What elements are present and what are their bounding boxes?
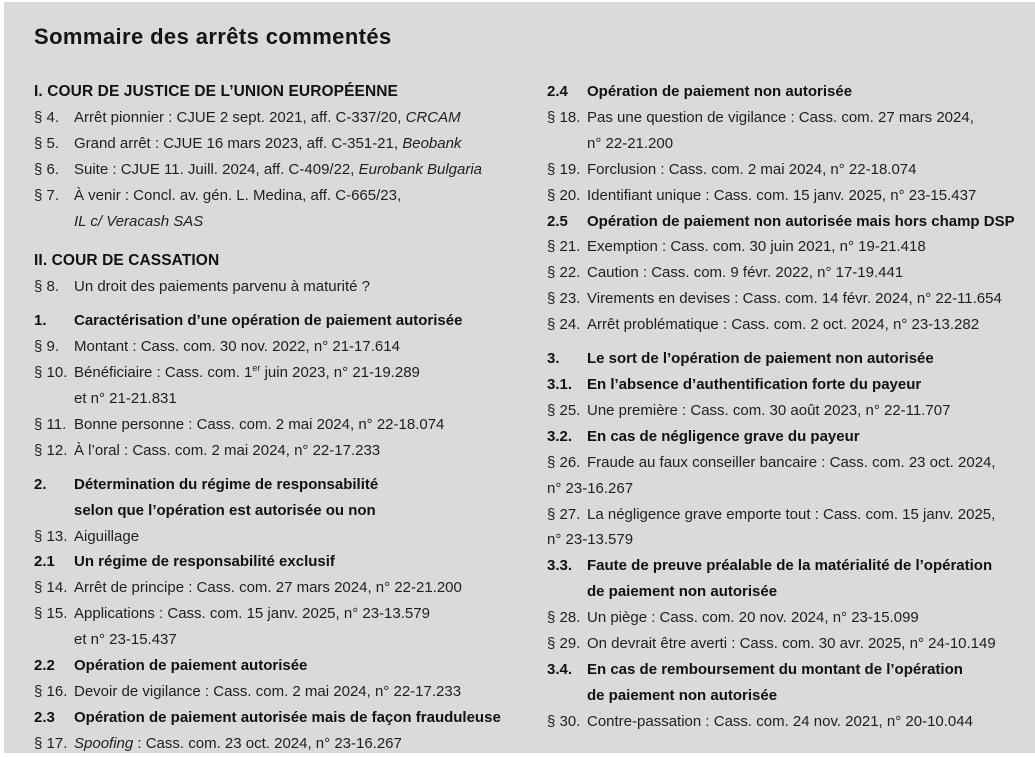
toc-item bbox=[547, 105, 1015, 157]
entry-text bbox=[74, 438, 380, 464]
toc-section-header bbox=[34, 472, 512, 524]
paragraph-number: § 6. bbox=[34, 160, 60, 178]
toc-column-left bbox=[34, 79, 512, 757]
toc-item bbox=[34, 360, 512, 412]
toc-item bbox=[34, 412, 512, 438]
paragraph-number: § 23. bbox=[547, 290, 581, 308]
entry-text-segment: et n° 21-21.831 bbox=[74, 389, 177, 407]
entry-line bbox=[547, 312, 1015, 338]
toc-item bbox=[547, 398, 1015, 424]
entry-line bbox=[34, 601, 512, 627]
entry-continuation-line bbox=[34, 386, 512, 412]
entry-line bbox=[547, 260, 1015, 286]
paragraph-number: § 29. bbox=[547, 635, 581, 653]
entry-text-segment: Caractérisation d’une opération de paiement autorisée bbox=[74, 312, 463, 330]
entry-line bbox=[34, 575, 512, 601]
toc-section-header bbox=[547, 372, 1015, 398]
entry-line bbox=[34, 412, 512, 438]
paragraph-number: § 16. bbox=[34, 682, 68, 700]
section-number: 2.2 bbox=[34, 657, 55, 675]
entry-line bbox=[34, 183, 512, 209]
indent-spacer bbox=[547, 131, 587, 157]
entry-text bbox=[587, 260, 903, 286]
section-number: 2.3 bbox=[34, 708, 55, 726]
case-name-italic: Spoofing bbox=[74, 734, 134, 752]
toc-item bbox=[34, 679, 512, 705]
toc-section-header bbox=[34, 653, 512, 679]
entry-text-segment: En cas de négligence grave du payeur bbox=[587, 427, 860, 445]
toc-section-header bbox=[547, 79, 1015, 105]
entry-text-segment: Bonne personne : Cass. com. 2 mai 2024, n° 22-18.074 bbox=[74, 415, 445, 433]
case-name-italic: Eurobank Bulgaria bbox=[358, 160, 483, 178]
entry-text-segment: La négligence grave emporte tout : Cass. com. 15 janv. 2025, bbox=[587, 505, 996, 523]
entry-text-segment: Identifiant unique : Cass. com. 15 janv. 2025, n° 23-15.437 bbox=[587, 186, 977, 204]
entry-text bbox=[74, 386, 177, 412]
toc-item bbox=[34, 575, 512, 601]
entry-text-segment: Le sort de l’opération de paiement non autorisée bbox=[587, 350, 934, 368]
toc-item bbox=[34, 601, 512, 653]
paragraph-number: § 9. bbox=[34, 338, 60, 356]
toc-item bbox=[547, 450, 1015, 502]
part-header-text: I. COUR DE JUSTICE DE L’UNION EUROPÉENNE bbox=[34, 83, 398, 100]
entry-continuation-line bbox=[547, 527, 1015, 553]
case-name-italic: Beobank bbox=[402, 134, 462, 152]
entry-text bbox=[74, 308, 462, 334]
entry-text-segment: Applications : Cass. com. 15 janv. 2025, n° 23-13.579 bbox=[74, 605, 430, 623]
entry-text-segment: et n° 23-15.437 bbox=[74, 631, 177, 649]
entry-text bbox=[587, 346, 934, 372]
entry-text-segment: de paiement non autorisée bbox=[587, 583, 778, 601]
entry-text bbox=[587, 79, 852, 105]
entry-text bbox=[74, 549, 335, 575]
toc-section-header bbox=[547, 553, 1015, 605]
entry-text bbox=[587, 605, 919, 631]
indent-spacer bbox=[34, 498, 74, 524]
paragraph-number: § 4. bbox=[34, 108, 60, 126]
entry-continuation-line bbox=[547, 476, 1015, 502]
paragraph-number: § 5. bbox=[34, 134, 60, 152]
entry-text bbox=[587, 372, 921, 398]
entry-line bbox=[547, 234, 1015, 260]
entry-line bbox=[547, 450, 1015, 476]
entry-text-segment: juin 2023, n° 21-19.289 bbox=[260, 364, 420, 382]
section-number: 2. bbox=[34, 475, 47, 493]
entry-text bbox=[74, 209, 203, 235]
entry-text bbox=[547, 527, 633, 553]
entry-text bbox=[587, 709, 973, 735]
toc-item bbox=[547, 183, 1015, 209]
entry-text bbox=[587, 450, 996, 476]
paragraph-number: § 30. bbox=[547, 712, 581, 730]
entry-text bbox=[587, 209, 1015, 235]
entry-text bbox=[587, 657, 963, 683]
paragraph-number: § 24. bbox=[547, 316, 581, 334]
entry-text bbox=[587, 234, 926, 260]
part-header-text: II. COUR DE CASSATION bbox=[34, 252, 220, 270]
toc-section-header bbox=[547, 209, 1015, 235]
case-name-italic: IL c/ Veracash SAS bbox=[74, 212, 204, 230]
entry-line bbox=[34, 334, 512, 360]
entry-text bbox=[74, 157, 482, 183]
entry-line bbox=[547, 502, 1015, 528]
paragraph-number: § 25. bbox=[547, 401, 581, 419]
entry-text bbox=[547, 476, 633, 502]
toc-item bbox=[547, 631, 1015, 657]
entry-continuation-line bbox=[34, 209, 512, 235]
entry-text bbox=[587, 312, 979, 338]
entry-text-segment: Arrêt de principe : Cass. com. 27 mars 2024, n° 22-21.200 bbox=[74, 579, 462, 597]
entry-text-segment: Forclusion : Cass. com. 2 mai 2024, n° 22-18.074 bbox=[587, 160, 917, 178]
entry-text bbox=[74, 524, 139, 550]
entry-text-segment: On devrait être averti : Cass. com. 30 avr. 2025, n° 24-10.149 bbox=[587, 635, 996, 653]
entry-line bbox=[547, 157, 1015, 183]
entry-text bbox=[74, 601, 430, 627]
toc-section-header bbox=[34, 549, 512, 575]
toc-item bbox=[34, 438, 512, 464]
entry-line bbox=[547, 631, 1015, 657]
paragraph-number: § 17. bbox=[34, 734, 68, 752]
entry-text bbox=[74, 575, 462, 601]
entry-line bbox=[547, 79, 1015, 105]
paragraph-number: § 7. bbox=[34, 186, 60, 204]
entry-text-segment: n° 23-16.267 bbox=[547, 479, 634, 497]
paragraph-number: § 11. bbox=[34, 415, 67, 433]
entry-text-segment: Arrêt problématique : Cass. com. 2 oct. 2024, n° 23-13.282 bbox=[587, 316, 980, 334]
entry-line bbox=[34, 524, 512, 550]
entry-text-segment: Détermination du régime de responsabilité bbox=[74, 475, 379, 493]
section-number: 3.2. bbox=[547, 427, 573, 445]
toc-columns bbox=[34, 79, 1015, 757]
entry-line bbox=[34, 679, 512, 705]
toc-section-header bbox=[547, 657, 1015, 709]
entry-text-segment: Un piège : Cass. com. 20 nov. 2024, n° 23-15.099 bbox=[587, 609, 919, 627]
section-number: 1. bbox=[34, 312, 47, 330]
entry-text-segment: À l’oral : Cass. com. 2 mai 2024, n° 22-17.233 bbox=[74, 441, 381, 459]
entry-text-segment: Un droit des paiements parvenu à maturité ? bbox=[74, 278, 370, 296]
paragraph-number: § 18. bbox=[547, 108, 581, 126]
entry-text-segment: Bénéficiaire : Cass. com. 1 bbox=[74, 364, 253, 382]
entry-text-segment: Opération de paiement non autorisée bbox=[587, 83, 853, 100]
toc-section-header bbox=[34, 705, 512, 731]
entry-continuation-line bbox=[34, 498, 512, 524]
entry-text-segment: Fraude au faux conseiller bancaire : Cass. com. 23 oct. 2024, bbox=[587, 453, 996, 471]
entry-line bbox=[34, 549, 512, 575]
section-number: 3.3. bbox=[547, 557, 573, 575]
entry-text bbox=[74, 105, 461, 131]
paragraph-number: § 10. bbox=[34, 364, 68, 382]
paragraph-number: § 14. bbox=[34, 579, 68, 597]
entry-text bbox=[74, 360, 420, 386]
entry-line bbox=[547, 424, 1015, 450]
paragraph-number: § 13. bbox=[34, 527, 68, 545]
entry-continuation-line bbox=[547, 683, 1015, 709]
entry-text bbox=[74, 472, 378, 498]
entry-text bbox=[74, 653, 307, 679]
entry-text-segment: Caution : Cass. com. 9 févr. 2022, n° 17-19.441 bbox=[587, 264, 904, 282]
entry-text bbox=[74, 131, 461, 157]
entry-text bbox=[74, 183, 401, 209]
section-number: 3.1. bbox=[547, 375, 573, 393]
entry-line bbox=[547, 709, 1015, 735]
entry-continuation-line bbox=[547, 131, 1015, 157]
entry-text-segment: Pas une question de vigilance : Cass. com. 27 mars 2024, bbox=[587, 108, 974, 126]
toc-item bbox=[547, 234, 1015, 260]
indent-spacer bbox=[34, 386, 74, 412]
indent-spacer bbox=[34, 209, 74, 235]
entry-text-segment: n° 23-13.579 bbox=[547, 531, 634, 549]
entry-text-segment: selon que l’opération est autorisée ou non bbox=[74, 501, 376, 519]
paragraph-number: § 26. bbox=[547, 453, 581, 471]
entry-text-segment: Exemption : Cass. com. 30 juin 2021, n° 19-21.418 bbox=[587, 238, 926, 256]
entry-line bbox=[547, 398, 1015, 424]
toc-section-header bbox=[547, 346, 1015, 372]
entry-text bbox=[587, 131, 673, 157]
entry-line bbox=[34, 308, 512, 334]
entry-text-segment: Opération de paiement autorisée bbox=[74, 657, 308, 675]
indent-spacer bbox=[547, 683, 587, 709]
entry-text bbox=[587, 105, 974, 131]
entry-line bbox=[547, 346, 1015, 372]
toc-item bbox=[34, 183, 512, 235]
entry-line bbox=[547, 209, 1015, 235]
paragraph-number: § 21. bbox=[547, 238, 581, 256]
entry-text bbox=[74, 498, 376, 524]
section-number: 3. bbox=[547, 350, 560, 368]
entry-text-segment: Grand arrêt : CJUE 16 mars 2023, aff. C-351-21, bbox=[74, 134, 403, 152]
entry-line bbox=[34, 157, 512, 183]
entry-text bbox=[587, 183, 976, 209]
toc-page bbox=[4, 2, 1035, 753]
toc-item bbox=[34, 334, 512, 360]
entry-text bbox=[587, 424, 860, 450]
paragraph-number: § 27. bbox=[547, 505, 581, 523]
entry-text-segment: Suite : CJUE 11. Juill. 2024, aff. C-409/22, bbox=[74, 160, 359, 178]
entry-text bbox=[587, 683, 777, 709]
entry-line bbox=[547, 553, 1015, 579]
toc-item bbox=[547, 709, 1015, 735]
entry-text bbox=[587, 631, 996, 657]
entry-text-segment: Aiguillage bbox=[74, 527, 140, 545]
entry-text-segment: : Cass. com. 23 oct. 2024, n° 23-16.267 bbox=[133, 734, 402, 752]
paragraph-number: § 15. bbox=[34, 605, 68, 623]
entry-text-segment: Un régime de responsabilité exclusif bbox=[74, 553, 335, 571]
entry-continuation-line bbox=[34, 627, 512, 653]
toc-item bbox=[547, 286, 1015, 312]
entry-text bbox=[74, 334, 400, 360]
entry-text-segment: Arrêt pionnier : CJUE 2 sept. 2021, aff. C-337/20, bbox=[74, 108, 406, 126]
entry-text bbox=[587, 157, 917, 183]
entry-line bbox=[547, 286, 1015, 312]
entry-continuation-line bbox=[547, 579, 1015, 605]
paragraph-number: § 12. bbox=[34, 441, 68, 459]
entry-text bbox=[74, 705, 501, 731]
entry-text bbox=[587, 579, 777, 605]
toc-section-header bbox=[34, 308, 512, 334]
toc-item bbox=[34, 131, 512, 157]
toc-column-right bbox=[547, 79, 1015, 757]
entry-text bbox=[74, 679, 461, 705]
entry-text-segment: Contre-passation : Cass. com. 24 nov. 2021, n° 20-10.044 bbox=[587, 712, 973, 730]
entry-line bbox=[547, 372, 1015, 398]
entry-text-segment: Faute de preuve préalable de la matérialité de l’opération bbox=[587, 557, 993, 575]
entry-line bbox=[547, 105, 1015, 131]
entry-text-segment: Virements en devises : Cass. com. 14 févr. 2024, n° 22-11.654 bbox=[587, 290, 1002, 308]
paragraph-number: § 28. bbox=[547, 609, 581, 627]
entry-text bbox=[74, 412, 444, 438]
entry-text-segment: En cas de remboursement du montant de l’opération bbox=[587, 660, 963, 678]
entry-text bbox=[587, 553, 992, 579]
entry-line bbox=[34, 105, 512, 131]
paragraph-number: § 8. bbox=[34, 278, 60, 296]
entry-text bbox=[587, 502, 995, 528]
entry-text-segment: À venir : Concl. av. gén. L. Medina, aff. C-665/23, bbox=[74, 186, 402, 204]
paragraph-number: § 20. bbox=[547, 186, 581, 204]
toc-item bbox=[34, 524, 512, 550]
entry-text-segment: Devoir de vigilance : Cass. com. 2 mai 2024, n° 22-17.233 bbox=[74, 682, 462, 700]
entry-text-segment: er bbox=[252, 363, 261, 374]
paragraph-number: § 22. bbox=[547, 264, 581, 282]
toc-section-header bbox=[547, 424, 1015, 450]
toc-item bbox=[547, 502, 1015, 554]
entry-text-segment: n° 22-21.200 bbox=[587, 134, 674, 152]
entry-text-segment: de paiement non autorisée bbox=[587, 686, 778, 704]
section-number: 2.4 bbox=[547, 83, 568, 100]
toc-item bbox=[34, 105, 512, 131]
toc-item bbox=[547, 260, 1015, 286]
entry-line bbox=[34, 438, 512, 464]
toc-item bbox=[547, 312, 1015, 338]
entry-line bbox=[547, 183, 1015, 209]
entry-text bbox=[74, 274, 370, 300]
section-number: 3.4. bbox=[547, 660, 573, 678]
toc-item bbox=[34, 274, 512, 300]
indent-spacer bbox=[547, 579, 587, 605]
case-name-italic: CRCAM bbox=[405, 108, 461, 126]
section-number: 2.5 bbox=[547, 212, 568, 230]
page-title: Sommaire des arrêts commentés bbox=[34, 24, 392, 49]
entry-text bbox=[587, 286, 1002, 312]
toc-part-header bbox=[34, 248, 512, 274]
toc-item bbox=[34, 157, 512, 183]
entry-text-segment: En l’absence d’authentification forte du payeur bbox=[587, 375, 922, 393]
toc-item bbox=[547, 157, 1015, 183]
paragraph-number: § 19. bbox=[547, 160, 581, 178]
entry-line bbox=[34, 653, 512, 679]
toc-item bbox=[547, 605, 1015, 631]
entry-text bbox=[587, 398, 950, 424]
entry-line bbox=[34, 472, 512, 498]
entry-line bbox=[547, 657, 1015, 683]
toc-part-header bbox=[34, 79, 512, 105]
entry-line bbox=[34, 705, 512, 731]
entry-text-segment: Une première : Cass. com. 30 août 2023, n° 22-11.707 bbox=[587, 401, 951, 419]
entry-line bbox=[34, 360, 512, 386]
entry-text-segment: Montant : Cass. com. 30 nov. 2022, n° 21-17.614 bbox=[74, 338, 400, 356]
entry-line bbox=[547, 605, 1015, 631]
entry-text-segment: Opération de paiement non autorisée mais hors champ DSP bbox=[587, 212, 1015, 230]
entry-text-segment: Opération de paiement autorisée mais de façon frauduleuse bbox=[74, 708, 501, 726]
entry-line bbox=[34, 274, 512, 300]
section-number: 2.1 bbox=[34, 553, 55, 571]
entry-line bbox=[34, 131, 512, 157]
entry-text bbox=[74, 627, 177, 653]
indent-spacer bbox=[34, 627, 74, 653]
